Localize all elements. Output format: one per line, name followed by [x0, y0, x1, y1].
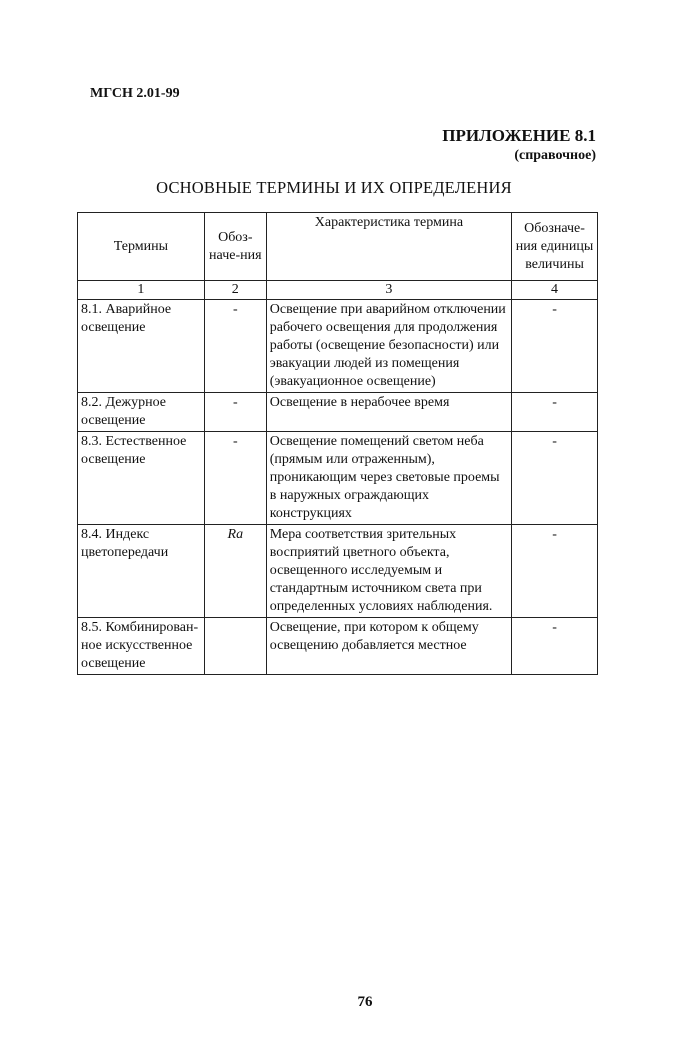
appendix-subtitle: (справочное) — [514, 148, 596, 163]
column-number: 1 — [78, 281, 205, 300]
unit-cell: - — [512, 525, 598, 618]
unit-cell: - — [512, 618, 598, 675]
symbol-cell: - — [204, 393, 266, 432]
unit-cell: - — [512, 432, 598, 525]
description-cell: Освещение, при котором к общему освещению добавляется местное — [266, 618, 511, 675]
column-number: 4 — [512, 281, 598, 300]
term-cell: 8.5. Комбинирован-ное искусственное освещение — [78, 618, 205, 675]
terms-table — [77, 212, 598, 675]
page-number: 76 — [357, 994, 373, 1010]
header-description: Характеристика термина — [266, 213, 511, 281]
description-cell: Освещение при аварийном отключении рабочего освещения для продолжения работы (освещение безопасности) или эвакуации людей из помещения (эвакуационное освещение) — [266, 300, 511, 393]
term-cell: 8.3. Естественное освещение — [78, 432, 205, 525]
page-title: ОСНОВНЫЕ ТЕРМИНЫ И ИХ ОПРЕДЕЛЕНИЯ — [156, 178, 512, 197]
appendix-title: ПРИЛОЖЕНИЕ 8.1 — [442, 126, 596, 145]
description-cell: Мера соответствия зрительных восприятий цветного объекта, освещенного исследуемым и стандартным источником света при определенных условиях наблюдения. — [266, 525, 511, 618]
symbol-cell: Ra — [204, 525, 266, 618]
table-row — [78, 525, 598, 618]
term-cell: 8.2. Дежурное освещение — [78, 393, 205, 432]
header-terms: Термины — [78, 213, 205, 281]
appendix-heading — [442, 126, 596, 164]
description-cell: Освещение помещений светом неба (прямым или отраженным), проникающим через световые проемы в наружных ограждающих конструкциях — [266, 432, 511, 525]
symbol-cell — [204, 618, 266, 675]
term-cell: 8.4. Индекс цветопередачи — [78, 525, 205, 618]
term-cell: 8.1. Аварийное освещение — [78, 300, 205, 393]
column-number-row — [78, 281, 598, 300]
symbol-cell: - — [204, 432, 266, 525]
table-header-row — [78, 213, 598, 281]
unit-cell: - — [512, 300, 598, 393]
table-row — [78, 618, 598, 675]
symbol-cell: - — [204, 300, 266, 393]
table-row — [78, 393, 598, 432]
description-cell: Освещение в нерабочее время — [266, 393, 511, 432]
table-row — [78, 432, 598, 525]
unit-cell: - — [512, 393, 598, 432]
column-number: 2 — [204, 281, 266, 300]
column-number: 3 — [266, 281, 511, 300]
header-symbol: Обоз-наче-ния — [204, 213, 266, 281]
document-code: МГСН 2.01-99 — [90, 86, 180, 101]
table-row — [78, 300, 598, 393]
header-unit: Обозначе-ния единицы величины — [512, 213, 598, 281]
